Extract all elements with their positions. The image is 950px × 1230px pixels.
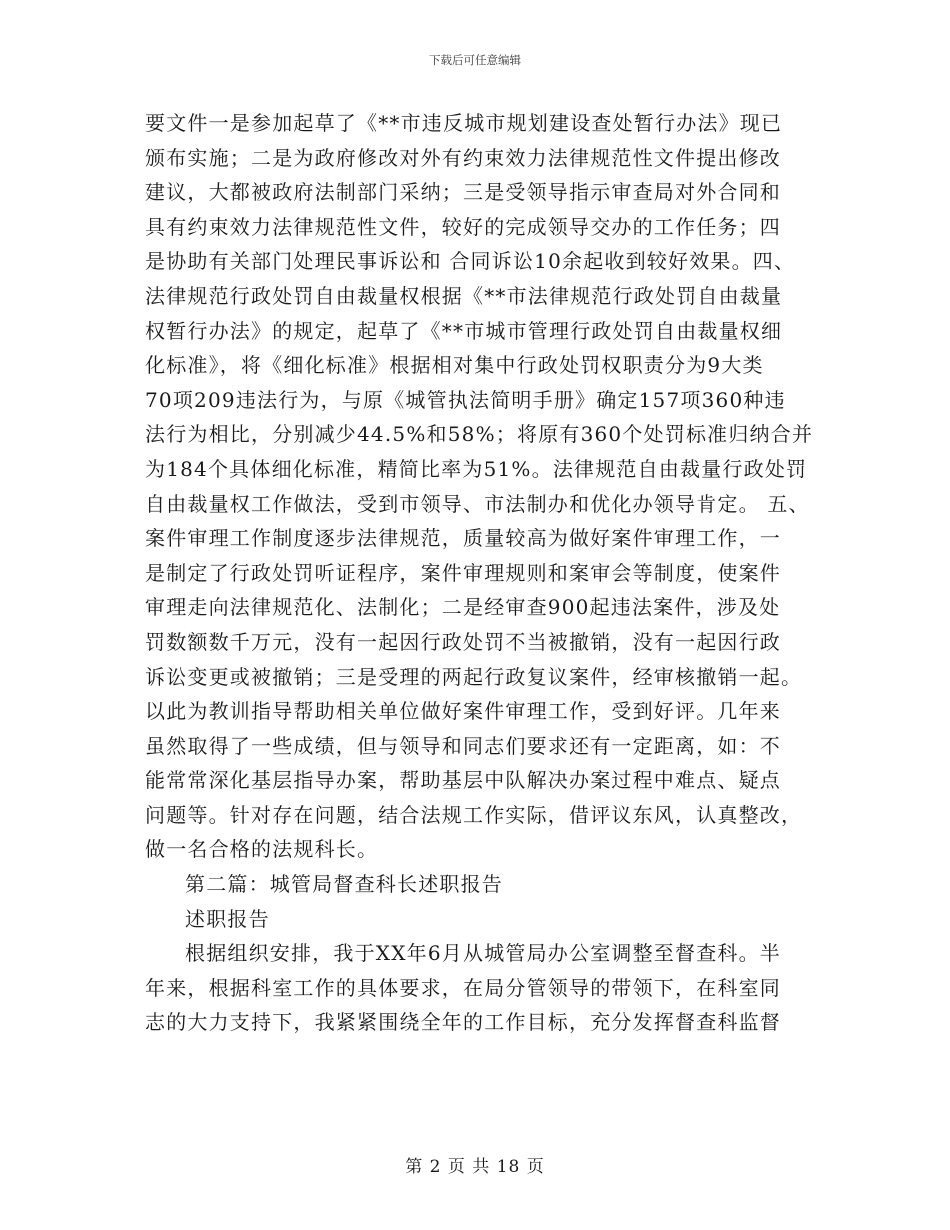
text-line: 虽然取得了一些成绩，但与领导和同志们要求还有一定距离，如：不 [145, 733, 781, 758]
text-line: 问题等。针对存在问题，结合法规工作实际，借评议东风，认真整改， [145, 802, 803, 827]
text-line: 化标准》，将《细化标准》根据相对集中行政处罚权职责分为9大类 [145, 353, 764, 378]
text-line: 案件审理工作制度逐步法律规范，质量较高为做好案件审理工作，一 [145, 526, 781, 551]
text-line: 是协助有关部门处理民事诉讼和 合同诉讼10余起收到较好效果。四、 [145, 249, 796, 274]
document-body [145, 106, 825, 1040]
text-line: 根据组织安排，我于XX年6月从城管局办公室调整至督查科。半 [185, 941, 782, 966]
page-header: 下载后可任意编辑 [429, 53, 521, 67]
text-line: 是制定了行政处罚听证程序，案件审理规则和案审会等制度，使案件 [145, 560, 781, 585]
text-line: 能常常深化基层指导办案，帮助基层中队解决办案过程中难点、疑点 [145, 768, 781, 793]
text-line: 法律规范行政处罚自由裁量权根据《**市法律规范行政处罚自由裁量 [145, 283, 783, 308]
text-line: 建议，大都被政府法制部门采纳；三是受领导指示审查局对外合同和 [145, 180, 781, 205]
text-line: 以此为教训指导帮助相关单位做好案件审理工作，受到好评。几年来 [145, 699, 781, 724]
text-line: 法行为相比，分别减少44.5%和58%；将原有360个处罚标准归纳合并 [145, 422, 814, 447]
text-line: 年来，根据科室工作的具体要求，在局分管领导的带领下，在科室同 [145, 975, 781, 1000]
text-line: 自由裁量权工作做法，受到市领导、市法制办和优化办领导肯定。 五、 [145, 491, 810, 516]
chapter-title: 第二篇：城管局督查科长述职报告 [185, 872, 503, 897]
text-line: 审理走向法律规范化、法制化；二是经审查900起违法案件，涉及处 [145, 595, 781, 620]
text-line: 诉讼变更或被撤销；三是受理的两起行政复议案件，经审核撤销一起。 [145, 664, 803, 689]
text-line: 要文件一是参加起草了《**市违反城市规划建设查处暂行办法》现已 [145, 111, 783, 135]
report-title: 述职报告 [185, 906, 270, 931]
text-line: 志的大力支持下，我紧紧围绕全年的工作目标，充分发挥督查科监督 [145, 1010, 781, 1035]
text-line: 颁布实施；二是为政府修改对外有约束效力法律规范性文件提出修改 [145, 145, 781, 170]
text-line: 罚数额数千万元，没有一起因行政处罚不当被撤销，没有一起因行政 [145, 629, 781, 654]
text-line: 70项209违法行为，与原《城管执法简明手册》确定157项360种违 [145, 387, 786, 412]
text-line: 权暂行办法》的规定，起草了《**市城市管理行政处罚自由裁量权细 [145, 318, 783, 343]
text-line: 为184个具体细化标准，精简比率为51%。法律规范自由裁量行政处罚 [145, 456, 808, 481]
text-line: 具有约束效力法律规范性文件，较好的完成领导交办的工作任务；四 [145, 214, 781, 239]
page-number-footer: 第 2 页 共 18 页 [405, 1157, 545, 1177]
text-line: 做一名合格的法规科长。 [145, 837, 379, 862]
